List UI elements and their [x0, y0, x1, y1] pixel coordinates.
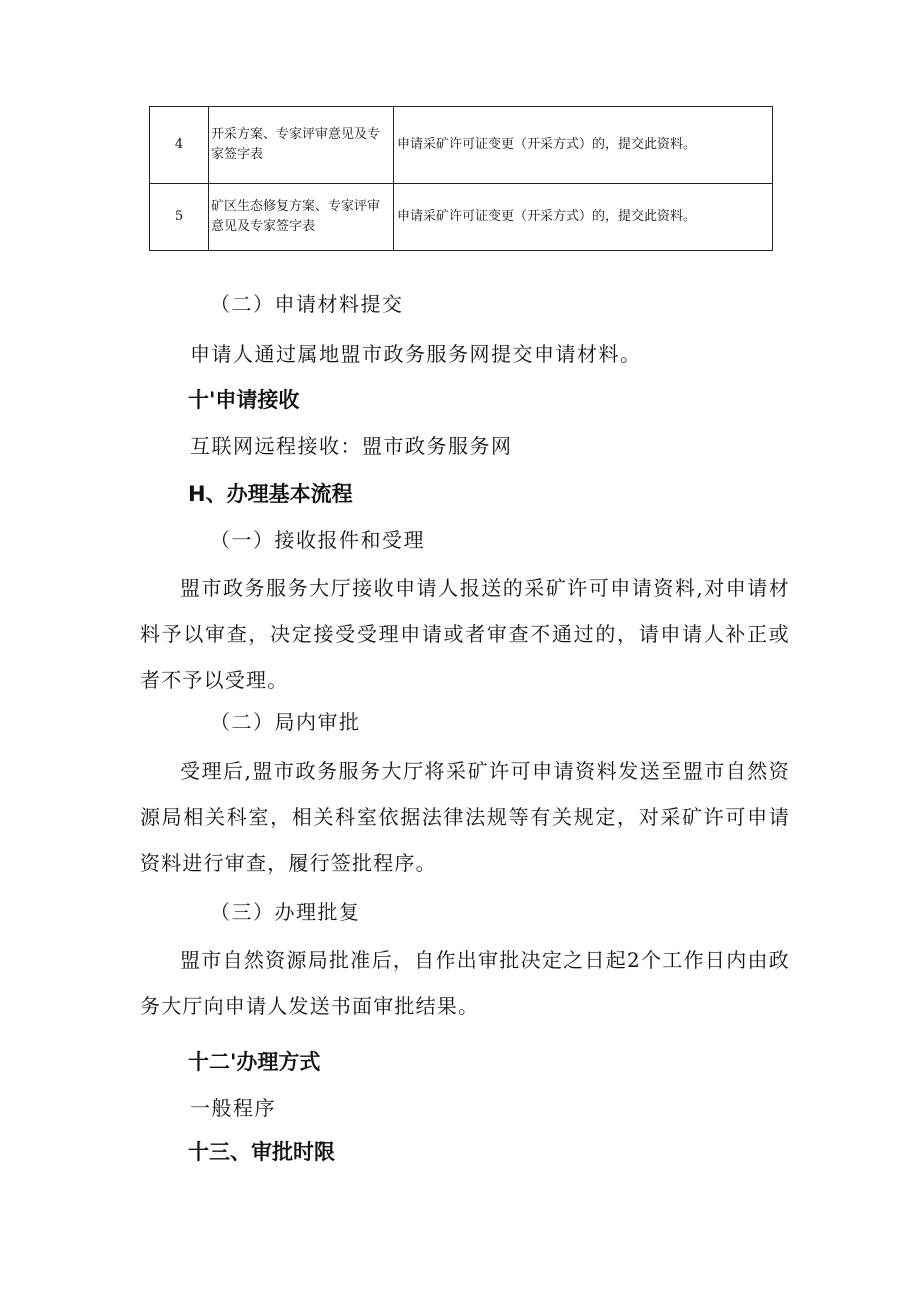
material-note: 申请采矿许可证变更（开采方式）的，提交此资料。 [394, 107, 773, 184]
submission-text: 申请人通过属地盟市政务服务网提交申请材料。 [190, 342, 642, 366]
material-note: 申请采矿许可证变更（开采方式）的，提交此资料。 [394, 184, 773, 251]
material-name: 矿区生态修复方案、专家评审意见及专家签字表 [209, 184, 394, 251]
receive-text: 互联网远程接收：盟市政务服务网 [190, 434, 513, 458]
material-name: 开采方案、专家评审意见及专家签字表 [209, 107, 394, 184]
accept-paragraph: 盟市政务服务大厅接收申请人报送的采矿许可申请资料,对申请材料予以审查，决定接受受理申请或者审查不通过的，请申请人补正或者不予以受理。 [140, 576, 790, 692]
method-text: 一般程序 [190, 1096, 276, 1120]
sub-heading-accept: （一）接收报件和受理 [210, 528, 425, 552]
sub-heading-internal-approval: （二）局内审批 [210, 710, 361, 734]
reply-paragraph: 盟市自然资源局批准后，自作出审批决定之日起2个工作日内由政务大厅向申请人发送书面审批结果。 [140, 948, 790, 1018]
sub-heading-submission: （二）申请材料提交 [210, 292, 404, 316]
section-heading-time-limit: 十三、审批时限 [188, 1140, 335, 1164]
section-heading-process: H、办理基本流程 [188, 482, 353, 506]
section-heading-receive: 十'申请接收 [188, 388, 300, 412]
table-row [150, 184, 773, 251]
section-heading-method: 十二'办理方式 [188, 1050, 321, 1074]
internal-approval-paragraph: 受理后,盟市政务服务大厅将采矿许可申请资料发送至盟市自然资源局相关科室，相关科室依据法律法规等有关规定，对采矿许可申请资料进行审查，履行签批程序。 [140, 759, 790, 875]
sub-heading-reply: （三）办理批复 [210, 900, 361, 924]
row-number: 4 [150, 107, 209, 184]
row-number: 5 [150, 184, 209, 251]
table-row [150, 107, 773, 184]
materials-table [149, 106, 773, 251]
